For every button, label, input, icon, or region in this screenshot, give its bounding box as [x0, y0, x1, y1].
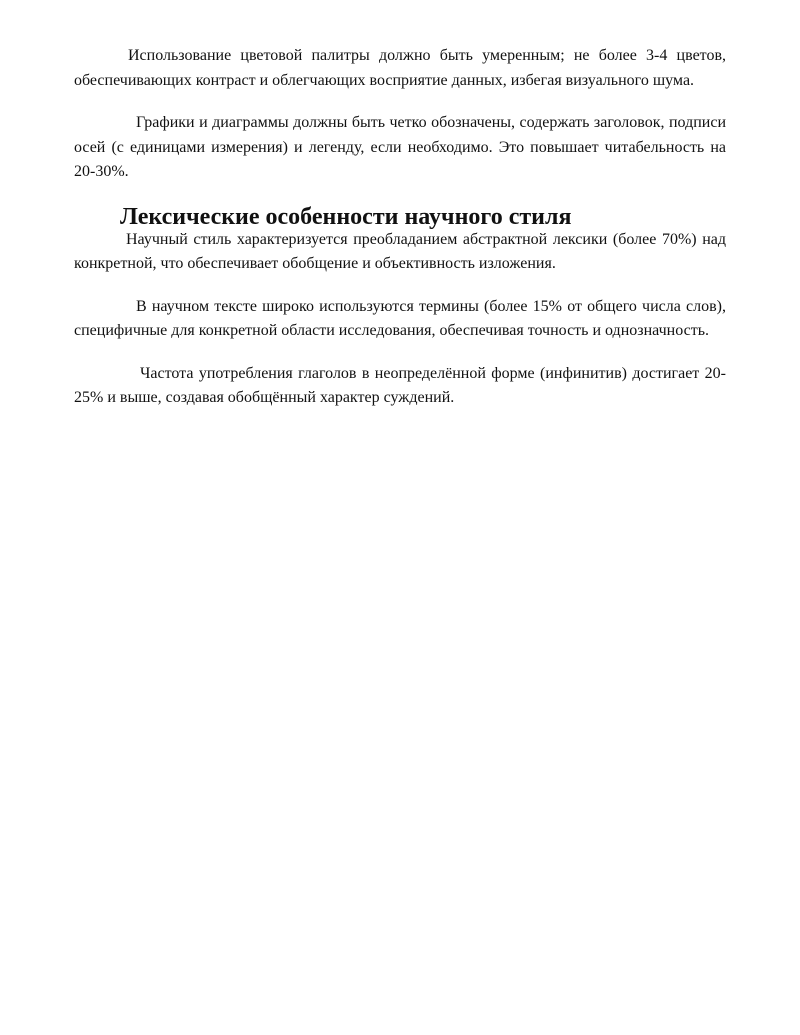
paragraph-abstract-lexicon: Научный стиль характеризуется преобладанием абстрактной лексики (более 70%) над конкретной, что обеспечивает обобщение и объективность изложения.: [74, 230, 726, 272]
paragraph-charts-labels: Графики и диаграммы должны быть четко обозначены, содержать заголовок, подписи осей (с единицами измерения) и легенду, если необходимо. Это повышает читабельность на 20-30%.: [74, 114, 726, 180]
paragraph-infinitive: Частота употребления глаголов в неопределённой форме (инфинитив) достигает 20-25% и выше, создавая обобщённый характер суждений.: [74, 364, 726, 406]
paragraph-color-palette: Использование цветовой палитры должно быть умеренным; не более 3-4 цветов, обеспечивающих контраст и облегчающих восприятие данных, избегая визуального шума.: [74, 47, 726, 89]
paragraph-terms: В научном тексте широко используются термины (более 15% от общего числа слов), специфичные для конкретной области исследования, обеспечивая точность и однозначность.: [74, 297, 726, 339]
document-page: [74, 44, 726, 411]
section-heading: Лексические особенности научного стиля: [120, 203, 572, 230]
